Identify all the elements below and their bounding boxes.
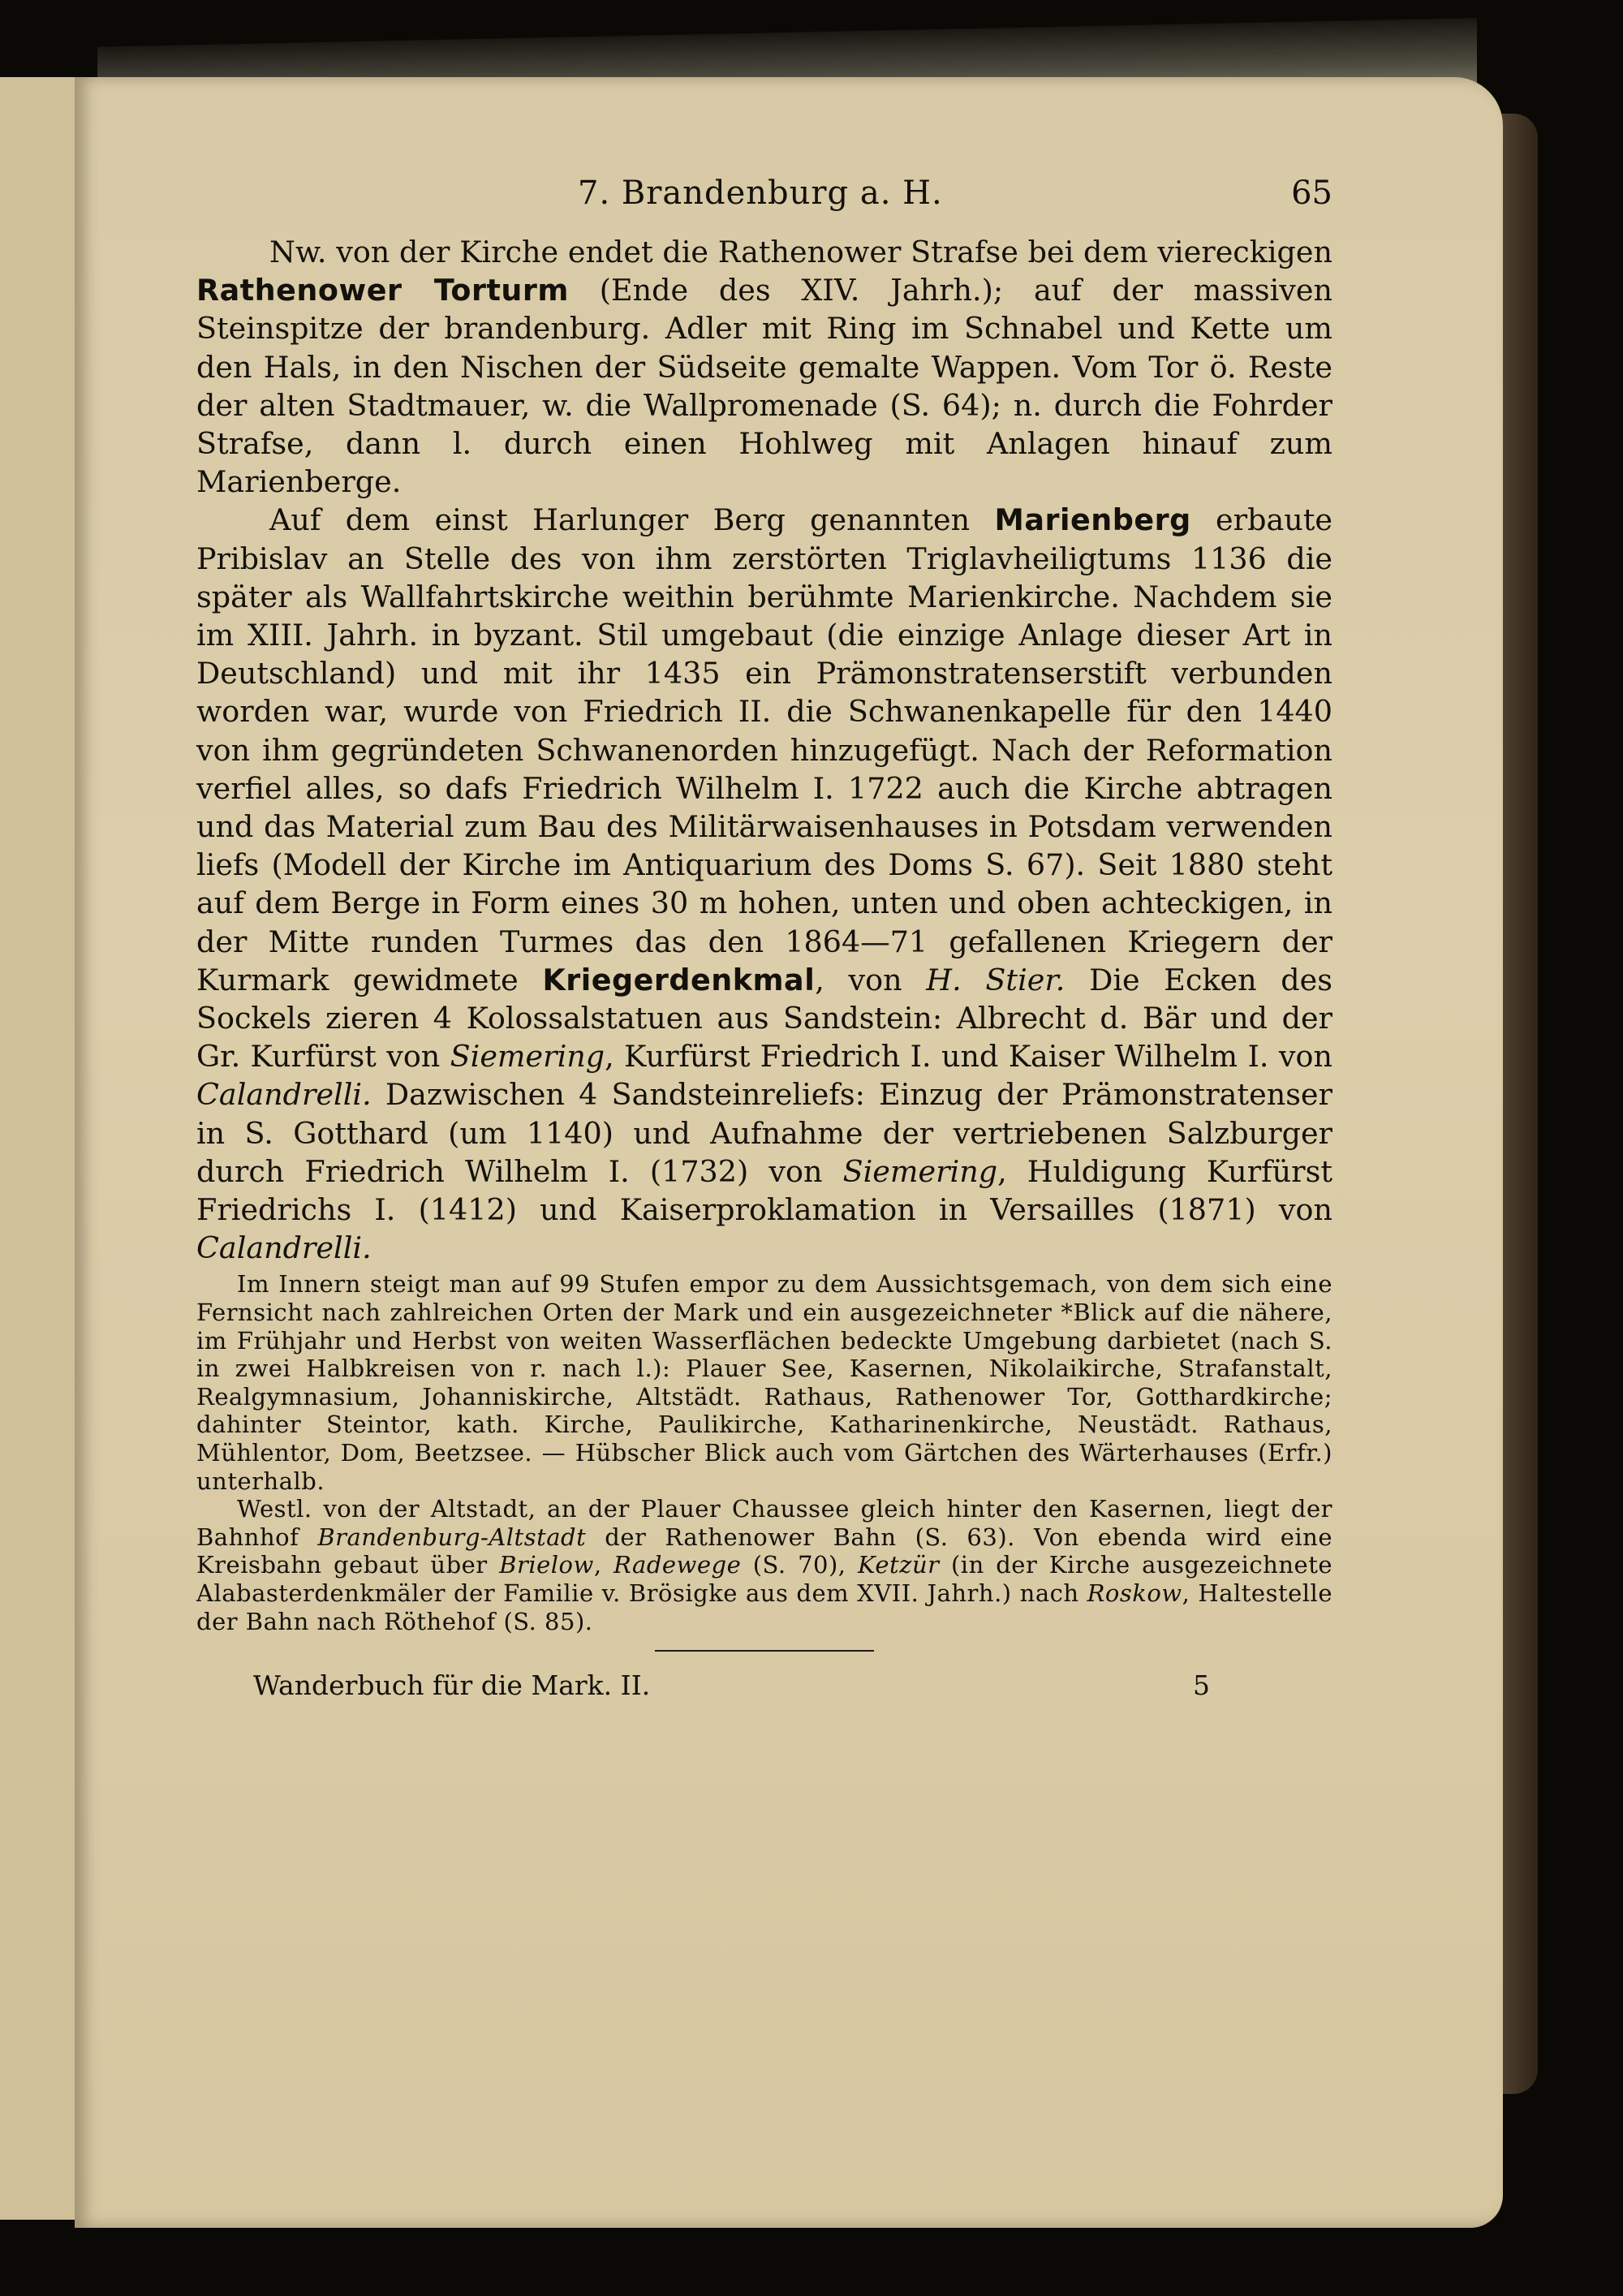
italic-name: Siemering — [842, 1153, 998, 1189]
running-head — [196, 174, 1332, 223]
page-footer — [196, 1669, 1332, 1710]
italic-name: Brielow — [499, 1551, 594, 1579]
italic-name: Calandrelli. — [196, 1230, 372, 1266]
italic-name: Roskow — [1087, 1579, 1182, 1608]
page-content — [196, 174, 1332, 1710]
paragraph-aussicht — [196, 1270, 1332, 1495]
text-run: Auf dem einst Harlunger Berg genannten — [269, 502, 995, 538]
signature-mark: 5 — [1193, 1669, 1210, 1702]
text-run: Im Innern steigt man auf 99 Stufen empor zu dem Aussichtsgemach, von dem sich eine Fernsicht nach zahlreichen Orten der Mark und ein ausgezeichneter *Blick auf die nähere, im Frühjahr und Herbst von weiten Wasserflächen bedeckte Umgebung darbietet (nach S. in zwei Halbkreisen von r. nach l.): Plauer See, Kasernen, Nikolaikirche, Strafanstalt, Realgymnasium, Johanniskirche, Altstädt. Rathaus, Rathenower Tor, Gotthardkirche; dahinter Steintor, kath. Kirche, Paulikirche, Katharinenkirche, Neustädt. Rathaus, Mühlentor, Dom, Beetzsee. — Hübscher Blick auch vom Gärtchen des Wärterhauses (Erfr.) unterhalb. — [196, 1270, 1332, 1495]
bold-term: Kriegerdenkmal — [542, 962, 816, 997]
text-run: Dazwischen 4 Sandsteinreliefs: Einzug der Prämonstratenser in S. Gotthard (um 1140) und Aufnahme der vertriebenen Salzburger durch Friedrich Wilhelm I. (1732) von — [196, 1077, 1332, 1189]
italic-name: Siemering — [450, 1039, 605, 1075]
text-run: , — [593, 1551, 614, 1579]
text-run: (in der Kirche ausgezeichnete Alabasterdenkmäler der Familie v. Brösigke aus dem XVII. Jahrh.) nach — [196, 1551, 1333, 1608]
text-run: Nw. von der Kirche endet die Rathenower Strafse bei dem viereckigen — [269, 235, 1332, 269]
bold-term: Marienberg — [994, 502, 1191, 538]
chapter-title: 7. Brandenburg a. H. — [578, 174, 943, 212]
adjacent-page-edge — [0, 77, 80, 2220]
text-run: erbaute Pribislav an Stelle des von ihm zerstörten Triglavheiligtums 1136 die später als Wallfahrtskirche weithin berühmte Marienkirche. Nachdem sie im XIII. Jahrh. in byzant. Stil umgebaut (die einzige Anlage dieser Art in Deutschland) und mit ihr 1435 ein Prämonstratenserstift verbunden worden war, wurde von Friedrich II. die Schwanenkapelle für den 1440 von ihm gegründeten Schwanenorden hinzugefügt. Nach der Reformation verfiel alles, so dafs Friedrich Wilhelm I. 1722 auch die Kirche abtragen und das Material zum Bau des Militärwaisenhauses in Potsdam verwenden liefs (Modell der Kirche im Antiquarium des Doms S. 67). Seit 1880 steht auf dem Berge in Form eines 30 m hohen, unten und oben achteckigen, in der Mitte runden Turmes das den 1864—71 gefallenen Kriegern der Kurmark gewidmete — [196, 502, 1332, 997]
text-run: Westl. von der Altstadt, an der Plauer Chaussee gleich hinter den Kasernen, liegt der Bahnhof — [196, 1495, 1332, 1551]
main-text — [196, 233, 1332, 1267]
italic-name: H. Stier. — [926, 962, 1065, 997]
text-run: (Ende des XIV. Jahrh.); auf der massiven Steinspitze der brandenburg. Adler mit Ring im Schnabel und Kette um den Hals, in den Nischen der Südseite gemalte Wappen. Vom Tor ö. Reste der alten Stadtmauer, w. die Wallpromenade (S. 64); n. durch die Fohrder Strafse, dann l. durch einen Hohlweg mit Anlagen hinauf zum Marienberge. — [196, 273, 1333, 500]
text-run: der Rathenower Bahn (S. 63). Von ebenda wird eine Kreisbahn gebaut über — [196, 1523, 1332, 1579]
book-page — [75, 77, 1503, 2228]
italic-name: Brandenburg-Altstadt — [317, 1523, 587, 1551]
italic-name: Ketzür — [857, 1551, 940, 1579]
italic-name: Calandrelli. — [196, 1077, 372, 1113]
book-title-footer: Wanderbuch für die Mark. II. — [253, 1669, 651, 1702]
text-run: , von — [815, 962, 927, 997]
text-run: , Huldigung Kurfürst Friedrichs I. (1412) und Kaiserproklamation in Versailles (1871) von — [196, 1153, 1333, 1228]
italic-name: Radewege — [613, 1551, 742, 1579]
text-run: Die Ecken des Sockels zieren 4 Kolossalstatuen aus Sandstein: Albrecht d. Bär und der Gr. Kurfürst von — [196, 962, 1332, 1075]
bold-term: Rathenower Torturm — [196, 273, 569, 308]
text-run: , Kurfürst Friedrich I. und Kaiser Wilhelm I. von — [605, 1039, 1332, 1075]
footer-rule — [655, 1650, 874, 1652]
small-print-notes — [196, 1270, 1332, 1635]
page-number: 65 — [1291, 174, 1332, 212]
paragraph-marienberg — [196, 501, 1332, 1267]
text-run: , Haltestelle der Bahn nach Röthehof (S. 85). — [196, 1579, 1332, 1635]
text-run: (S. 70), — [741, 1551, 858, 1579]
paragraph-bahnhof — [196, 1495, 1332, 1635]
paragraph-rathenower-tor — [196, 233, 1332, 501]
